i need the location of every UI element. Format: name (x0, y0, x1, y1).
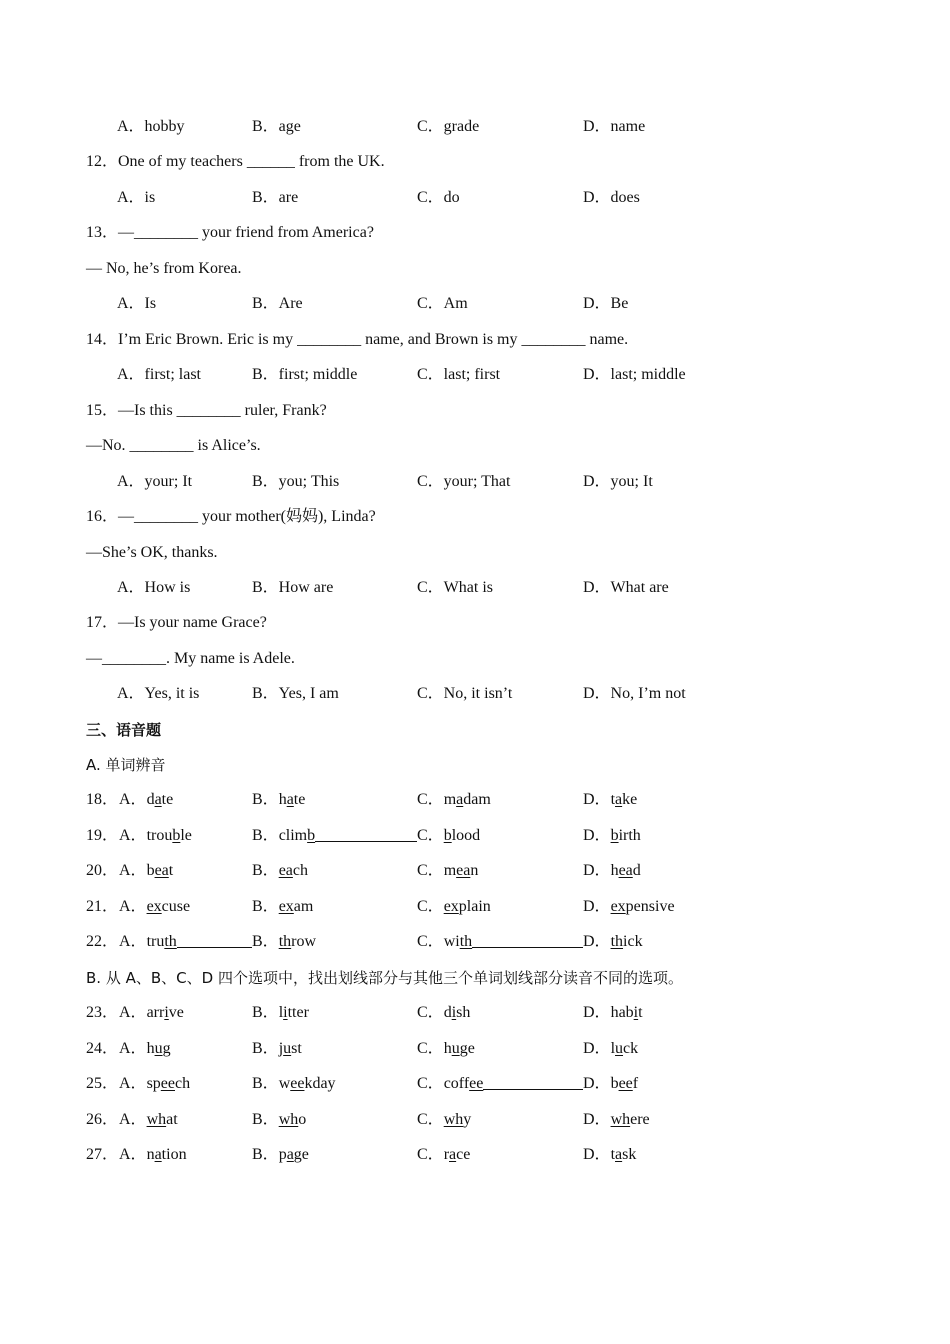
q11-option-a: A．hobby (117, 118, 185, 135)
question-number: 18． (86, 791, 119, 808)
q16-option-a: A．How is (117, 579, 191, 596)
question-number: 26． (86, 1111, 119, 1128)
q16-option-b: B．How are (252, 579, 334, 596)
phonetics-row (86, 1001, 890, 1025)
q15-option-a: A．your; It (117, 473, 193, 490)
phonetics-option-b: B．climb (252, 824, 417, 848)
underlined-letters: ex (443, 898, 459, 915)
phonetics-option-a: A．arrive (119, 1004, 184, 1021)
q14-option-d: D．last; middle (583, 366, 686, 383)
phonetics-option-d: D．take (583, 791, 638, 808)
underlined-letters: a (615, 1146, 623, 1163)
q16-option-d: D．What are (583, 579, 669, 596)
phonetics-option-d: D．expensive (583, 898, 675, 915)
q12-option-d: D．does (583, 189, 640, 206)
q11-option-d: D．name (583, 118, 646, 135)
question-number: 20． (86, 862, 119, 879)
phonetics-option-c: C．why (417, 1111, 472, 1128)
q13-reply: — No, he’s from Korea. (86, 260, 242, 277)
phonetics-row (86, 1072, 890, 1096)
phonetics-option-c: C．race (417, 1146, 471, 1163)
underlined-letters: b (307, 827, 316, 844)
phonetics-option-c: C．madam (417, 791, 491, 808)
phonetics-option-d: D．head (583, 862, 641, 879)
q16-option-c: C．What is (417, 579, 493, 596)
underlined-letters: th (164, 933, 177, 950)
phonetics-option-b: B．exam (252, 898, 314, 915)
phonetics-option-b: B．throw (252, 933, 317, 950)
underlined-letters: wh (146, 1111, 167, 1128)
q15-option-d: D．you; It (583, 473, 653, 490)
question-number: 23． (86, 1004, 119, 1021)
underlined-letters: a (154, 1146, 162, 1163)
question-number: 21． (86, 898, 119, 915)
phonetics-option-b: B．just (252, 1040, 302, 1057)
q15-stem: 15．—Is this ________ ruler, Frank? (86, 402, 327, 419)
q12-option-b: B．are (252, 189, 299, 206)
phonetics-row (86, 1037, 890, 1061)
phonetics-option-d: D．thick (583, 933, 643, 950)
q15-option-b: B．you; This (252, 473, 340, 490)
q16-reply: —She’s OK, thanks. (86, 544, 218, 561)
phonetics-option-b: B．page (252, 1146, 309, 1163)
q14-option-b: B．first; middle (252, 366, 358, 383)
underline-extension (472, 930, 583, 948)
question-number: 24． (86, 1040, 119, 1057)
phonetics-row (86, 1143, 890, 1167)
underline-extension (315, 824, 417, 842)
q13-option-c: C．Am (417, 295, 468, 312)
question-number: 27． (86, 1146, 119, 1163)
q17-option-c: C．No, it isn’t (417, 685, 513, 702)
q17-stem: 17．—Is your name Grace? (86, 614, 267, 631)
q15-options (86, 470, 890, 494)
underlined-letters: ee (618, 1075, 633, 1092)
part-b-instructions: B. 从 A、B、C、D 四个选项中，找出划线部分与其他三个单词划线部分读音不同的选项。 (86, 969, 683, 987)
phonetics-option-c: C．huge (417, 1040, 475, 1057)
underlined-letters: th (459, 933, 473, 950)
q13-option-a: A．Is (117, 295, 157, 312)
phonetics-option-b: B．each (252, 862, 308, 879)
phonetics-option-c: C．mean (417, 862, 479, 879)
phonetics-option-a: A．beat (119, 862, 174, 879)
phonetics-option-c: C．dish (417, 1004, 471, 1021)
section-title: 三、语音题 (86, 721, 162, 739)
underlined-letters: a (154, 791, 162, 808)
underlined-letters: ea (618, 862, 633, 879)
underlined-letters: u (615, 1040, 624, 1057)
underlined-letters: i (283, 1004, 288, 1021)
phonetics-option-a: A．trouble (119, 827, 192, 844)
phonetics-row (86, 930, 890, 954)
q11-option-b: B．age (252, 118, 301, 135)
phonetics-option-d: D．luck (583, 1040, 639, 1057)
underlined-letters: a (456, 791, 464, 808)
underlined-letters: ex (610, 898, 626, 915)
q13-option-b: B．Are (252, 295, 303, 312)
underlined-letters: wh (278, 1111, 299, 1128)
q17-option-d: D．No, I’m not (583, 685, 686, 702)
phonetics-option-b: B．weekday (252, 1075, 336, 1092)
phonetics-option-c: C．coffee (417, 1072, 583, 1096)
phonetics-option-a: A．date (119, 791, 174, 808)
underlined-letters: b (172, 827, 181, 844)
q11-option-c: C．grade (417, 118, 480, 135)
underlined-letters: i (164, 1004, 169, 1021)
q14-option-a: A．first; last (117, 366, 201, 383)
q17-option-a: A．Yes, it is (117, 685, 200, 702)
phonetics-row (86, 824, 890, 848)
phonetics-option-d: D．task (583, 1146, 637, 1163)
underlined-letters: ea (278, 862, 293, 879)
phonetics-option-b: B．hate (252, 791, 306, 808)
q13-stem: 13．—________ your friend from America? (86, 224, 374, 241)
phonetics-option-a: A．hug (119, 1040, 171, 1057)
phonetics-option-c: C．blood (417, 827, 481, 844)
q14-stem: 14．I’m Eric Brown. Eric is my ________ name, and Brown is my ________ name. (86, 331, 629, 348)
phonetics-row (86, 788, 890, 812)
question-number: 25． (86, 1075, 119, 1092)
q17-reply: —________. My name is Adele. (86, 650, 295, 667)
underlined-letters: th (610, 933, 624, 950)
underlined-letters: i (451, 1004, 457, 1021)
phonetics-option-d: D．beef (583, 1075, 639, 1092)
underlined-letters: wh (610, 1111, 631, 1128)
underlined-letters: a (286, 791, 294, 808)
q12-options (86, 186, 890, 210)
phonetics-option-d: D．habit (583, 1004, 643, 1021)
underlined-letters: ee (290, 1075, 305, 1092)
part-a-title: A. 单词辨音 (86, 756, 166, 774)
underlined-letters: ex (146, 898, 162, 915)
underlined-letters: u (283, 1040, 292, 1057)
underlined-letters: b (610, 827, 619, 844)
q15-option-c: C．your; That (417, 473, 511, 490)
q11-options (86, 115, 890, 139)
underlined-letters: u (451, 1040, 460, 1057)
q13-option-d: D．Be (583, 295, 629, 312)
q12-stem: 12．One of my teachers ______ from the UK. (86, 153, 385, 170)
underlined-letters: wh (443, 1111, 464, 1128)
underline-extension (483, 1072, 583, 1090)
phonetics-row (86, 1108, 890, 1132)
phonetics-option-b: B．who (252, 1111, 307, 1128)
phonetics-option-d: D．where (583, 1111, 650, 1128)
underline-extension (177, 930, 252, 948)
phonetics-row (86, 895, 890, 919)
q13-options (86, 292, 890, 316)
underlined-letters: ee (160, 1075, 175, 1092)
underlined-letters: i (633, 1004, 639, 1021)
q15-reply: —No. ________ is Alice’s. (86, 437, 261, 454)
phonetics-row (86, 859, 890, 883)
q14-options (86, 363, 890, 387)
phonetics-option-c: C．explain (417, 898, 491, 915)
phonetics-option-a: A．what (119, 1111, 178, 1128)
underlined-letters: a (615, 791, 623, 808)
underlined-letters: a (449, 1146, 457, 1163)
question-number: 19． (86, 827, 119, 844)
q12-option-c: C．do (417, 189, 460, 206)
phonetics-option-d: D．birth (583, 827, 641, 844)
phonetics-option-a: A．speech (119, 1075, 191, 1092)
underlined-letters: u (154, 1040, 163, 1057)
underlined-letters: ex (278, 898, 294, 915)
question-number: 22． (86, 933, 119, 950)
phonetics-option-a: A．nation (119, 1146, 187, 1163)
underlined-letters: a (286, 1146, 294, 1163)
underlined-letters: b (443, 827, 452, 844)
phonetics-option-c: C．with (417, 930, 583, 954)
underlined-letters: ee (469, 1075, 484, 1092)
phonetics-option-b: B．litter (252, 1004, 309, 1021)
q12-option-a: A．is (117, 189, 156, 206)
phonetics-option-a: A．truth (119, 930, 252, 954)
q17-options (86, 682, 890, 706)
q16-options (86, 576, 890, 600)
underlined-letters: ea (456, 862, 471, 879)
q17-option-b: B．Yes, I am (252, 685, 339, 702)
underlined-letters: th (278, 933, 292, 950)
q16-stem: 16．—________ your mother(妈妈), Linda? (86, 508, 376, 525)
underlined-letters: ea (154, 862, 169, 879)
phonetics-option-a: A．excuse (119, 898, 191, 915)
q14-option-c: C．last; first (417, 366, 501, 383)
